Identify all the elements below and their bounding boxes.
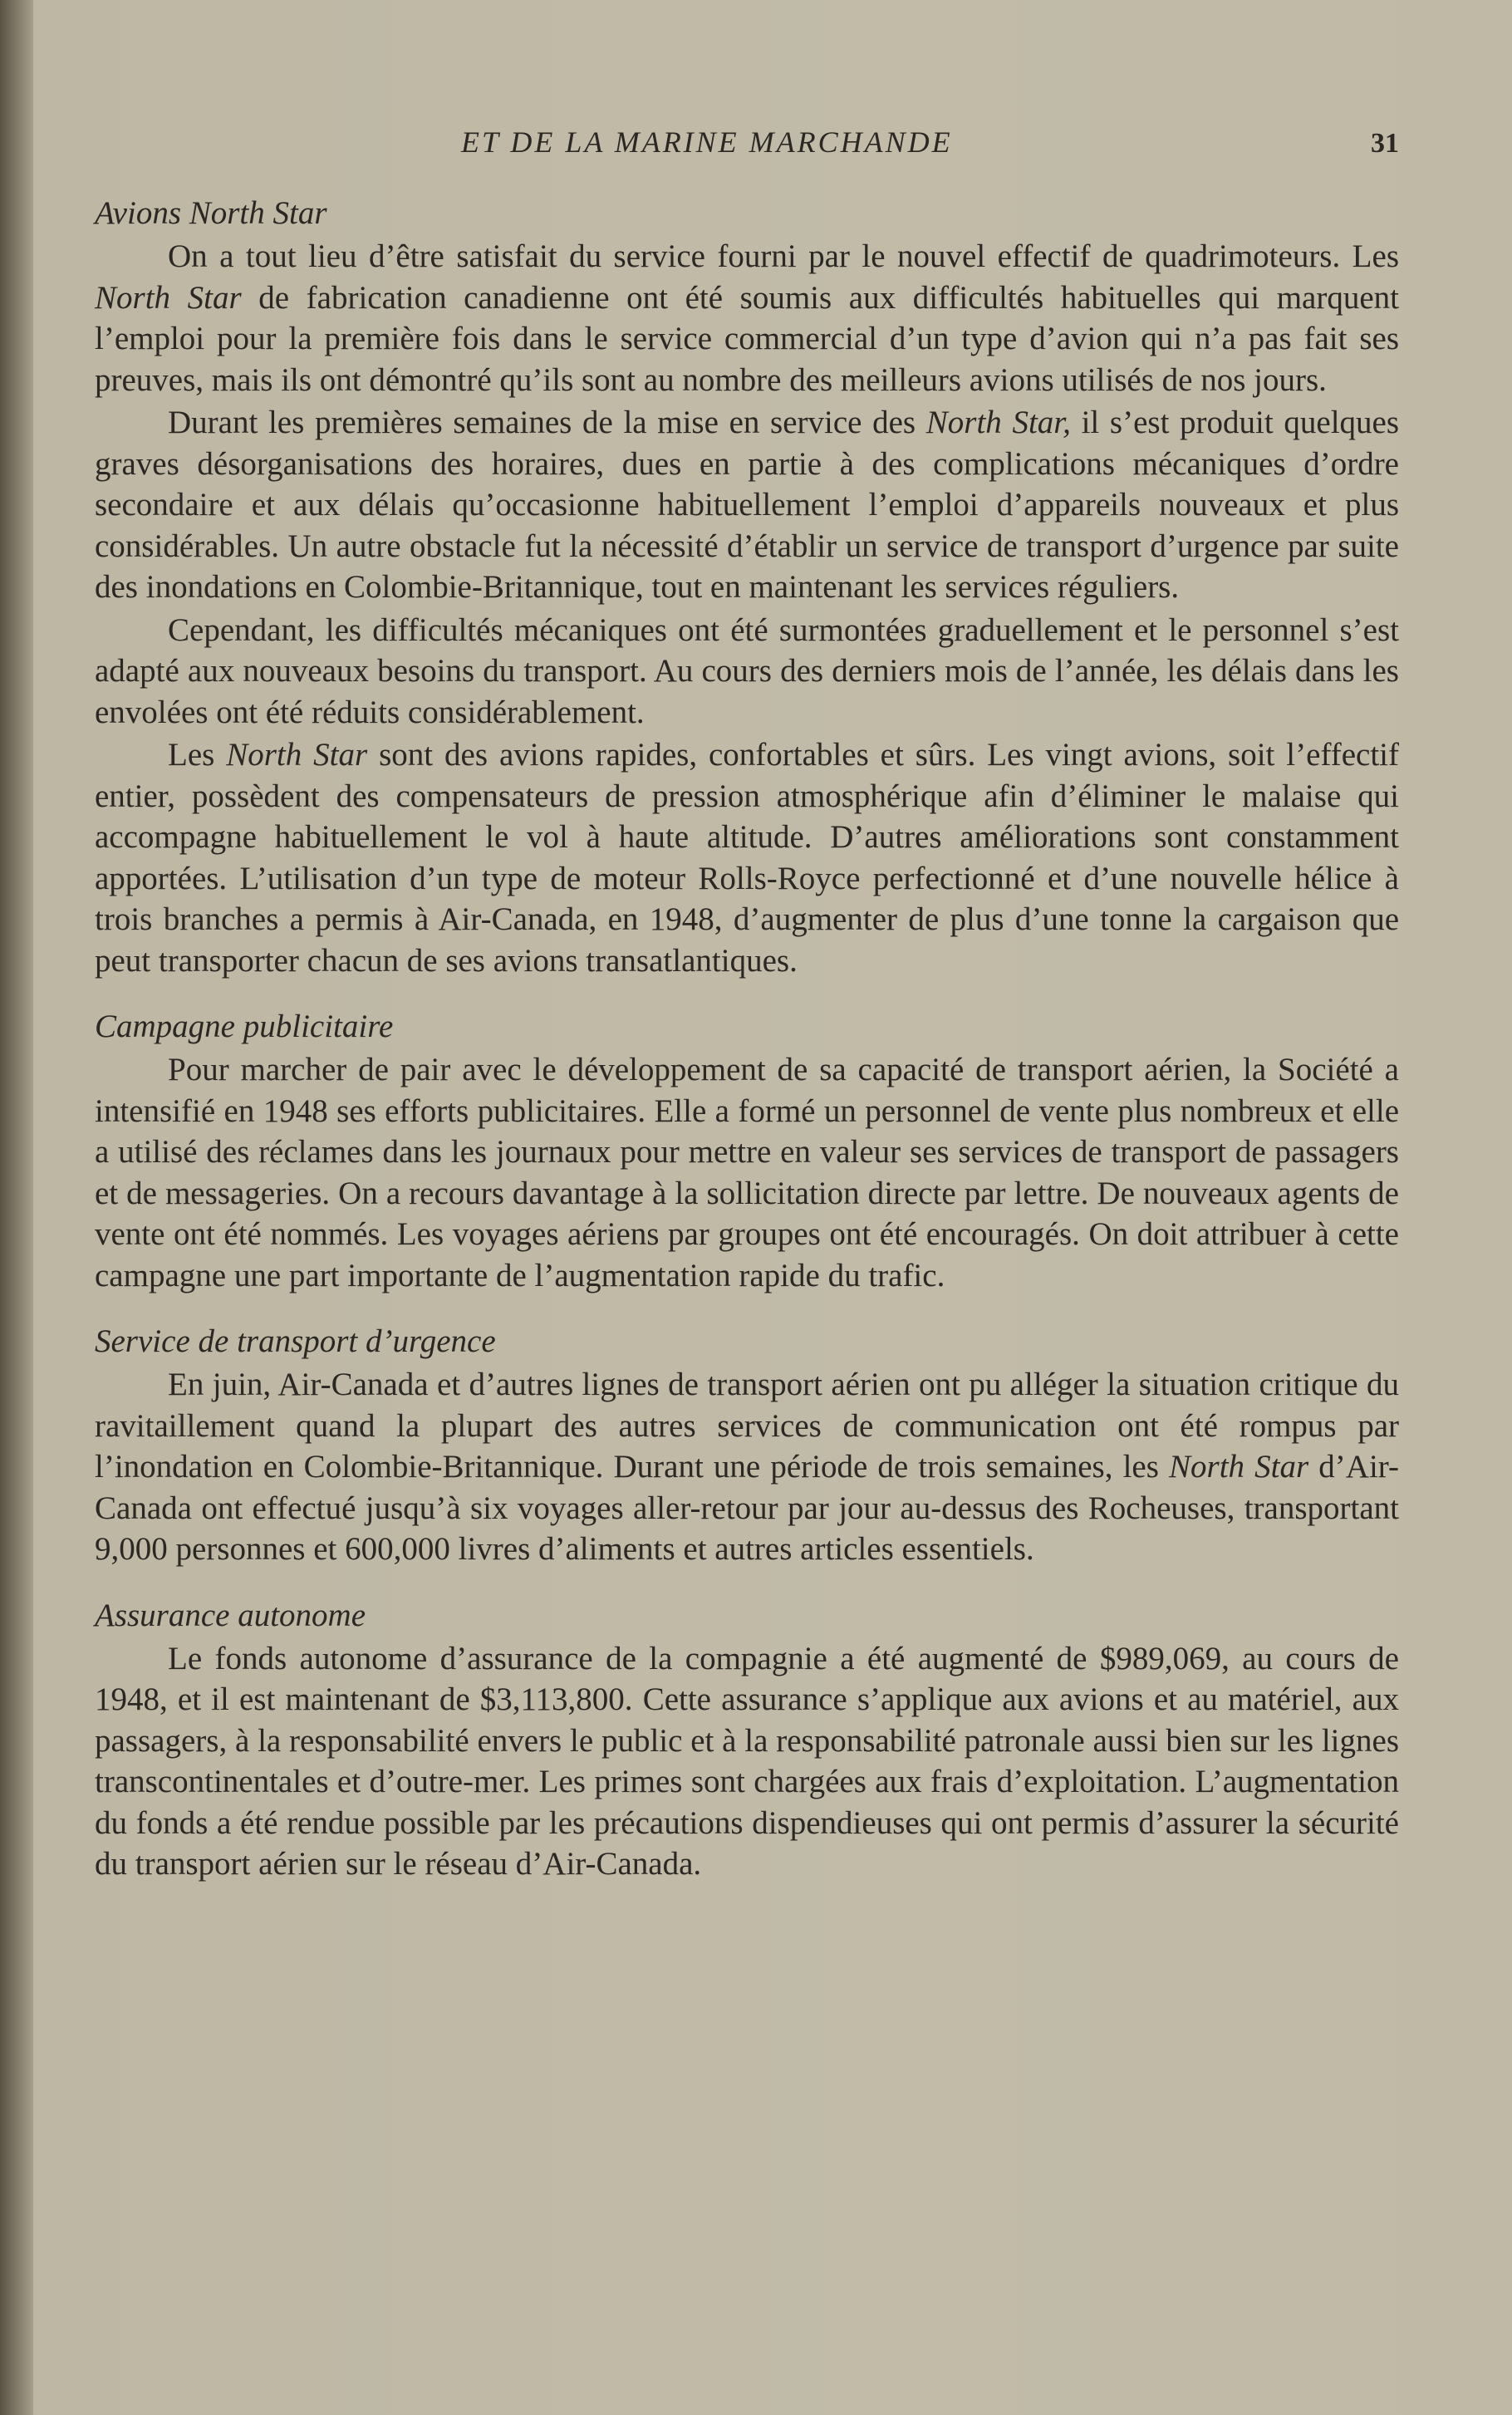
paragraph: Les North Star sont des avions rapides, confortables et sûrs. Les vingt avions, soit l’effectif entier, possèdent des compensateurs de pression atmosphérique afin d’éliminer le malaise qui accompagne habituellement le vol à haute altitude. D’autres améliorations sont constamment apportées. L’utilisation d’un type de moteur Rolls-Royce perfectionné et d’une nouvelle hélice à trois branches a permis à Air-Canada, en 1948, d’augmenter de plus d’une tonne la cargaison que peut transporter chacun de ses avions transatlantiques. (95, 737, 1399, 979)
paragraph: Durant les premières semaines de la mise en service des North Star, il s’est produit quelques graves désorganisations des horaires, dues en partie à des complications mécaniques d’ordre secondaire et aux délais qu’occasionne habituellement l’emploi d’appareils nouveaux et plus considérables. Un autre obstacle fut la nécessité d’établir un service de transport d’urgence par suite des inondations en Colombie-Britannique, tout en maintenant les services réguliers. (95, 405, 1400, 605)
section-assurance-autonome (95, 1595, 1399, 1885)
section-title: Campagne publicitaire (95, 1009, 394, 1044)
page-body (95, 193, 1399, 1887)
paragraph: Cependant, les difficultés mécaniques ont été surmontées graduellement et le personnel s’est adapté aux nouveaux besoins du transport. Au cours des derniers mois de l’année, les délais dans les envolées ont été réduits considérablement. (95, 611, 1399, 730)
italic-term: North Star (226, 737, 368, 773)
section-title: Service de transport d’urgence (95, 1323, 496, 1359)
paragraph: Pour marcher de pair avec le développement de sa capacité de transport aérien, la Société a intensifié en 1948 ses efforts publicitaires. Elle a formé un personnel de vente plus nombreux et elle a utilisé des réclames dans les journaux pour mettre en valeur ses services de transport de passagers et de messageries. On a recours davantage à la sollicitation directe par lettre. De nouveaux agents de vente ont été nommés. Les voyages aériens par groupes ont été encouragés. On doit attribuer à cette campagne une part importante de l’augmentation rapide du trafic. (95, 1052, 1399, 1293)
section-title: Assurance autonome (95, 1597, 366, 1633)
paragraph: En juin, Air-Canada et d’autres lignes de transport aérien ont pu alléger la situation critique du ravitaillement quand la plupart des autres services de communication ont été rompus par l’inondation en Colombie-Britannique. Durant une période de trois semaines, les North Star d’Air-Canada ont effectué jusqu’à six voyages aller-retour par jour au-dessus des Rocheuses, transportant 9,000 personnes et 600,000 livres d’aliments et autres articles essentiels. (95, 1367, 1399, 1567)
page-number: 31 (1371, 128, 1399, 159)
section-transport-urgence (95, 1321, 1399, 1570)
book-spine-shadow (0, 0, 33, 2415)
paragraph: Le fonds autonome d’assurance de la compagnie a été augmenté de $989,069, au cours de 1948, et il est maintenant de $3,113,800. Cette assurance s’applique aux avions et au matériel, aux passagers, à la responsabilité envers le public et à la responsabilité patronale aussi bien sur les lignes transcontinentales et d’outre-mer. Les primes sont chargées aux frais d’exploitation. L’augmentation du fonds a été rendue possible par les précautions dispendieuses qui ont permis d’assurer la sécurité du transport aérien sur le réseau d’Air-Canada. (95, 1640, 1399, 1882)
italic-term: North Star, (925, 405, 1071, 440)
section-campagne-publicitaire (95, 1006, 1399, 1296)
running-head: ET DE LA MARINE MARCHANDE (461, 125, 953, 159)
paragraph: On a tout lieu d’être satisfait du service fourni par le nouvel effectif de quadrimoteurs. Les North Star de fabrication canadienne ont été soumis aux difficultés habituelles qui marquent l’emploi pour la première fois dans le service commercial d’un type d’avion qui n’a pas fait ses preuves, mais ils ont démontré qu’ils sont au nombre des meilleurs avions utilisés de nos jours. (95, 238, 1399, 398)
page-header (0, 125, 1512, 166)
section-north-star (95, 193, 1399, 981)
section-title: Avions North Star (95, 195, 327, 231)
italic-term: North Star (1169, 1449, 1309, 1485)
italic-term: North Star (95, 279, 242, 316)
